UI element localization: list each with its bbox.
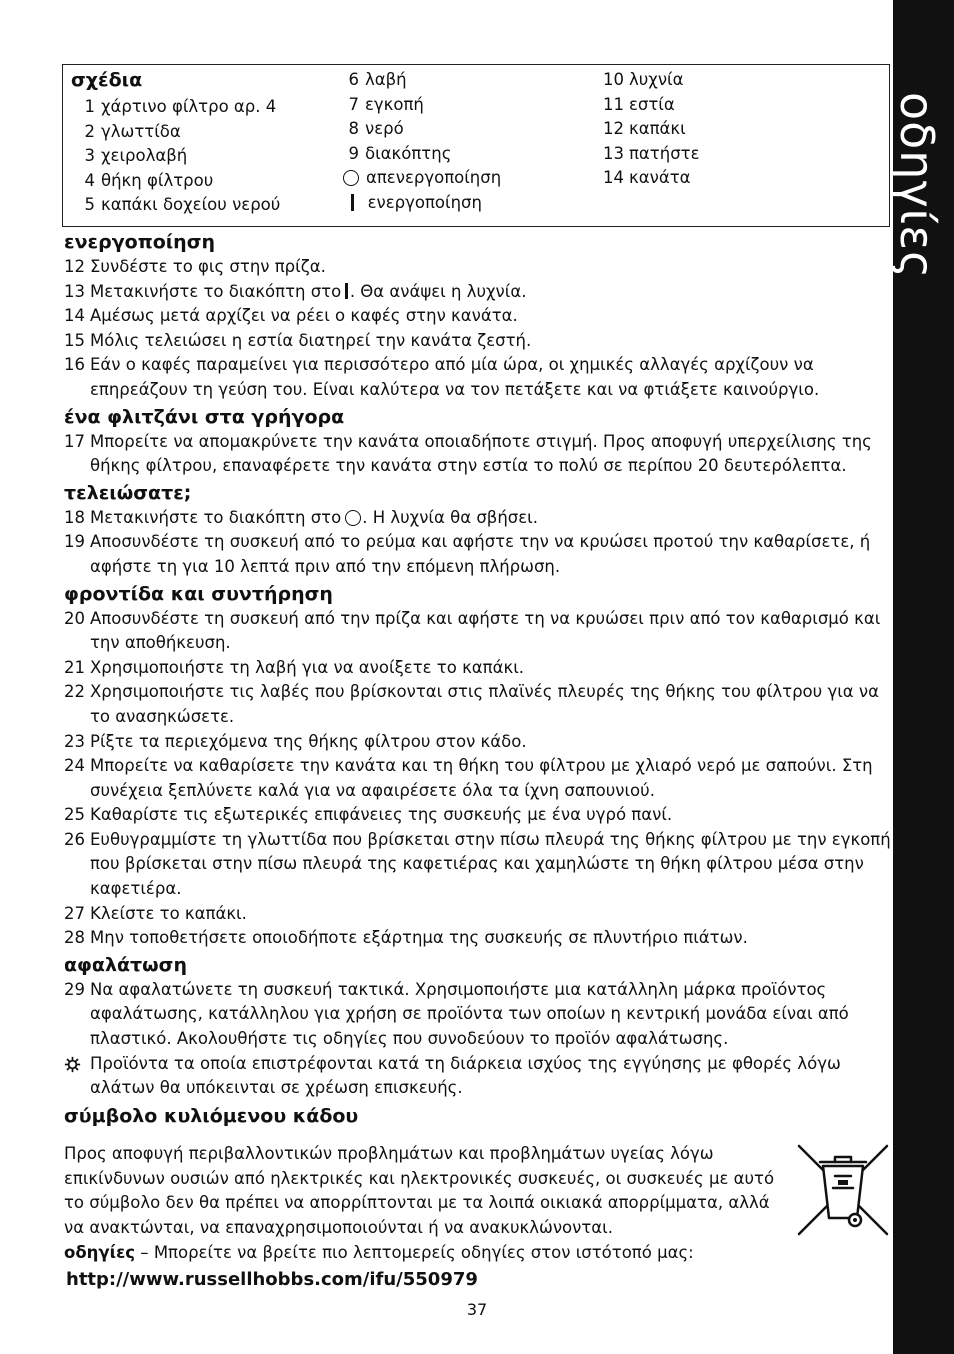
instructions-text: Μπορείτε να βρείτε πιο λεπτομερείς οδηγίες στον ιστότοπό μας: xyxy=(153,1243,694,1262)
section-heading-done: τελειώσατε; xyxy=(64,481,192,504)
on-bar-icon xyxy=(351,194,354,211)
part-item: 10 λυχνία xyxy=(603,70,684,89)
list-item: 16 Εάν ο καφές παραμείνει για περισσότερο από μία ώρα, οι χημικές αλλαγές αρχίζουν να επηρεάζουν τη γεύση του. Είναι καλύτερα να τον πετάξετε και να φτιάξετε καινούργιο. xyxy=(64,355,820,399)
bin-paragraph: Προς αποφυγή περιβαλλοντικών προβλημάτων και προβλημάτων υγείας λόγω επικίνδυνων ουσιών από ηλεκτρικές και ηλεκτρονικές συσκευές, οι συσκευές με αυτό το σύμβολο δεν θα πρέπει να απορρίπτονται με τα λοιπά οικιακά απορρίμματα, αλλά να ανακτώνται, να επαναχρησιμοποιούνται ή να ανακυκλώνονται. xyxy=(64,1144,775,1237)
section-heading-cup: ένα φλιτζάνι στα γρήγορα xyxy=(64,405,345,428)
note-item: Προϊόντα τα οποία επιστρέφονται κατά τη διάρκεια ισχύος της εγγύησης με φθορές λόγω αλάτων θα υπόκεινται σε χρέωση επισκευής. xyxy=(64,1052,894,1101)
section-heading-descale: αφαλάτωση xyxy=(64,953,188,976)
list-item: 15 Μόλις τελειώσει η εστία διατηρεί την κανάτα ζεστή. xyxy=(64,330,532,350)
instructions-line xyxy=(64,1241,694,1265)
list-care xyxy=(64,607,894,951)
part-item: 9 διακόπτης xyxy=(348,143,452,163)
part-item: 13 πατήστε xyxy=(603,143,700,163)
list-descale xyxy=(64,978,894,1101)
list-item: 28 Μην τοποθετήσετε οποιοδήποτε εξάρτημα της συσκευής σε πλυντήριο πιάτων. xyxy=(64,928,748,948)
side-tab xyxy=(890,0,954,1354)
list-item: 23 Ρίξτε τα περιεχόμενα της θήκης φίλτρου στον κάδο. xyxy=(64,731,527,751)
list-item: 24 Μπορείτε να καθαρίσετε την κανάτα και τη θήκη του φίλτρου με χλιαρό νερό με σαπούνι. Στη συνέχεια ξεπλύνετε καλά για να αφαιρέσετε όλα τα ίχνη σαπουνιού. xyxy=(64,756,873,800)
parts-title: σχέδια xyxy=(71,69,143,91)
section-heading-on: ενεργοποίηση xyxy=(64,231,216,253)
part-item: 8 νερό xyxy=(348,119,404,139)
list-item: 25 Καθαρίστε τις εξωτερικές επιφάνειες της συσκευής με ένα υγρό πανί. xyxy=(64,805,673,825)
list-item: 18 Μετακινήστε το διακόπτη στο . Η λυχνία θα σβήσει. xyxy=(64,507,538,527)
list-done xyxy=(64,506,894,580)
list-item: 27 Κλείστε το καπάκι. xyxy=(64,903,247,923)
dash: – xyxy=(135,1243,154,1262)
parts-box xyxy=(62,64,890,227)
crossed-wheelie-bin-icon xyxy=(795,1142,891,1238)
off-circle-icon xyxy=(345,510,361,526)
part-item: 14 κανάτα xyxy=(603,168,691,188)
list-item: 20 Αποσυνδέστε τη συσκευή από την πρίζα και αφήστε τη να κρυώσει πριν από τον καθαρισμό και την αποθήκευση. xyxy=(64,608,881,653)
parts-column-3 xyxy=(603,68,700,191)
section-heading-bin: σύμβολο κυλιόμενου κάδου xyxy=(64,1104,359,1127)
part-item: 1 χάρτινο φίλτρο αρ. 4 xyxy=(84,97,277,116)
list-item: 26 Ευθυγραμμίστε τη γλωττίδα που βρίσκεται στην πίσω πλευρά της θήκης φίλτρου με την εγκοπή που βρίσκεται στην πίσω πλευρά της καφετιέρας και χαμηλώστε τη θήκη φίλτρου μέσα στην καφετιέρα. xyxy=(64,829,891,899)
list-item: 19 Αποσυνδέστε τη συσκευή από το ρεύμα και αφήστε την να κρυώσει προτού την καθαρίσετε, ή αφήστε τη για 10 λεπτά πριν από την επόμενη πλήρωση. xyxy=(64,532,871,576)
off-circle-icon xyxy=(343,170,359,186)
part-item: 7 εγκοπή xyxy=(348,94,424,114)
on-bar-icon xyxy=(345,283,348,299)
parts-column-1 xyxy=(79,95,280,218)
instructions-content xyxy=(64,229,894,1129)
list-item: 13 Μετακινήστε το διακόπτη στο . Θα ανάψει η λυχνία. xyxy=(64,281,527,301)
part-item: 6 λαβή xyxy=(348,70,407,89)
list-item: 17 Μπορείτε να απομακρύνετε την κανάτα οποιαδήποτε στιγμή. Προς αποφυγή υπερχείλισης της θήκης φίλτρου, επαναφέρετε την κανάτα στην εστία το πολύ σε περίπου 20 δευτερόλεπτα. xyxy=(64,431,872,476)
side-tab-label: οδηγίες xyxy=(890,92,944,280)
page-number: 37 xyxy=(466,1300,488,1319)
part-item: 5 καπάκι δοχείου νερού xyxy=(84,195,281,215)
part-item: 4 θήκη φίλτρου xyxy=(84,170,214,190)
part-item: απενεργοποίηση xyxy=(343,166,501,191)
section-heading-care: φροντίδα και συντήρηση xyxy=(64,582,333,605)
instructions-label: οδηγίες xyxy=(64,1243,136,1262)
parts-column-2 xyxy=(343,68,501,216)
list-item: 21 Χρησιμοποιήστε τη λαβή για να ανοίξετε το καπάκι. xyxy=(64,657,525,677)
list-cup xyxy=(64,430,894,479)
part-item: 3 χειρολαβή xyxy=(84,146,188,166)
list-item: 22 Χρησιμοποιήστε τις λαβές που βρίσκονται στις πλαϊνές πλευρές της θήκης του φίλτρου για να το ανασηκώσετε. xyxy=(64,682,880,726)
list-on xyxy=(64,255,894,403)
part-item: ενεργοποίηση xyxy=(343,191,501,216)
part-item: 12 καπάκι xyxy=(603,119,686,139)
part-item: 2 γλωττίδα xyxy=(84,121,181,141)
list-item: 12 Συνδέστε το φις στην πρίζα. xyxy=(64,257,326,276)
warning-sun-icon xyxy=(64,1056,81,1073)
part-item: 11 εστία xyxy=(603,94,675,114)
instructions-url-link[interactable]: http://www.russellhobbs.com/ifu/550979 xyxy=(66,1269,478,1290)
list-item: 29 Να αφαλατώνετε τη συσκευή τακτικά. Χρησιμοποιήστε μια κατάλληλη μάρκα προϊόντος αφαλάτωσης, κατάλληλου για χρήση σε προϊόντα των οποίων η κεντρική μονάδα είναι από πλαστικό. Ακολουθήστε τις οδηγίες που συνοδεύουν το προϊόν αφαλάτωσης. xyxy=(64,979,849,1049)
list-item: 14 Αμέσως μετά αρχίζει να ρέει ο καφές στην κανάτα. xyxy=(64,306,518,326)
